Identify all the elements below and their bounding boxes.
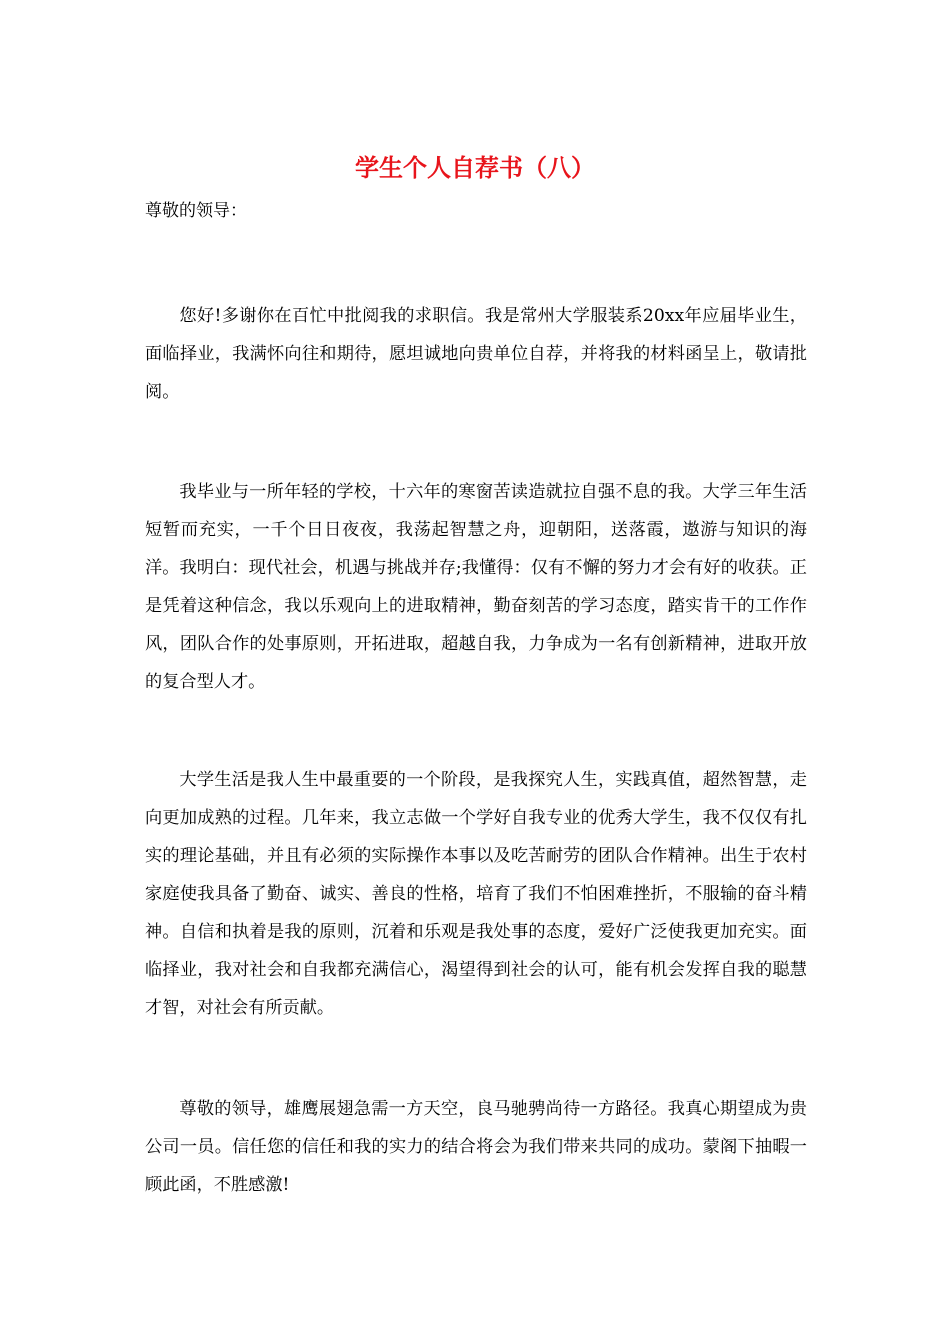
paragraph-greeting: 您好!多谢你在百忙中批阅我的求职信。我是常州大学服装系20xx年应届毕业生，面临择业，我满怀向往和期待，愿坦诚地向贵单位自荐，并将我的材料函呈上，敬请批阅。 [145,306,807,402]
paragraph-university-life: 大学生活是我人生中最重要的一个阶段，是我探究人生，实践真值，超然智慧，走向更加成熟的过程。几年来，我立志做一个学好自我专业的优秀大学生，我不仅仅有扎实的理论基础，并且有必须的实际操作本事以及吃苦耐劳的团队合作精神。出生于农村家庭使我具备了勤奋、诚实、善良的性格，培育了我们不怕困难挫折，不服输的奋斗精神。自信和执着是我的原则，沉着和乐观是我处事的态度，爱好广泛使我更加充实。面临择业，我对社会和自我都充满信心，渴望得到社会的认可，能有机会发挥自我的聪慧才智，对社会有所贡献。 [145,770,807,1018]
paragraph-closing: 尊敬的领导，雄鹰展翅急需一方天空，良马驰骋尚待一方路径。我真心期望成为贵公司一员。信任您的信任和我的实力的结合将会为我们带来共同的成功。蒙阁下抽暇一顾此函，不胜感激! [145,1099,807,1195]
paragraph-education: 我毕业与一所年轻的学校，十六年的寒窗苦读造就拉自强不息的我。大学三年生活短暂而充实，一千个日日夜夜，我荡起智慧之舟，迎朝阳，送落霞，遨游与知识的海洋。我明白：现代社会，机遇与挑战并存;我懂得：仅有不懈的努力才会有好的收获。正是凭着这种信念，我以乐观向上的进取精神，勤奋刻苦的学习态度，踏实肯干的工作作风，团队合作的处事原则，开拓进取，超越自我，力争成为一名有创新精神，进取开放的复合型人才。 [145,482,807,692]
salutation: 尊敬的领导： [145,201,247,221]
document-title: 学生个人自荐书（八） [355,153,595,182]
